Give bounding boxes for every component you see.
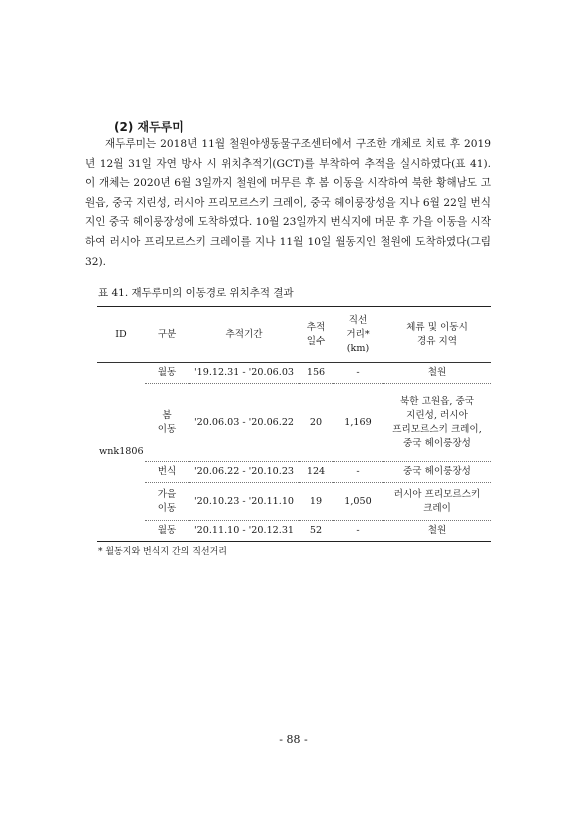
period-cell: '20.06.22 - '20.10.23 <box>189 462 299 483</box>
days-cell: 124 <box>299 462 333 483</box>
route-cell: 북한 고원읍, 중국 지린성, 러시아 프리모르스키 크레이, 중국 헤이룽장성 <box>383 384 491 462</box>
type-cell: 월동 <box>145 521 189 542</box>
days-cell: 156 <box>299 363 333 384</box>
distance-cell: - <box>333 462 383 483</box>
days-cell: 19 <box>299 483 333 521</box>
period-cell: '19.12.31 - '20.06.03 <box>189 363 299 384</box>
type-cell: 번식 <box>145 462 189 483</box>
type-cell: 월동 <box>145 363 189 384</box>
header-route: 체류 및 이동시 경유 지역 <box>383 307 491 363</box>
route-cell: 러시아 프리모르스키 크레이 <box>383 483 491 521</box>
days-cell: 20 <box>299 384 333 462</box>
table-header-row <box>97 307 491 363</box>
id-cell: wnk1806 <box>97 363 145 542</box>
header-id: ID <box>97 307 145 363</box>
page-number: - 88 - <box>279 733 308 746</box>
route-cell: 중국 헤이룽장성 <box>383 462 491 483</box>
table-row <box>97 384 491 462</box>
table-row <box>97 462 491 483</box>
type-cell: 봄 이동 <box>145 384 189 462</box>
header-period: 추적기간 <box>189 307 299 363</box>
days-cell: 52 <box>299 521 333 542</box>
section-heading: (2) 재두루미 <box>114 120 184 134</box>
distance-cell: - <box>333 521 383 542</box>
tracking-table <box>97 306 491 542</box>
table-caption: 표 41. 재두루미의 이동경로 위치추적 결과 <box>98 287 294 299</box>
table-footnote: * 월동지와 번식지 간의 직선거리 <box>98 547 227 557</box>
body-paragraph: 재두루미는 2018년 11월 철원야생동물구조센터에서 구조한 개체로 치료 후 2019년 12월 31일 자연 방사 시 위치추적기(GCT)를 부착하여 추적을 실시하였다(표 41). 이 개체는 2020년 6월 3일까지 철원에 머무른 후 봄 이동을 시작하여 북한 황해남도 고원읍, 중국 지린성, 러시아 프리모르스키 크레이, 중국 헤이룽장성을 지나 6월 22일 번식지인 중국 헤이룽장성에 도착하였다. 10월 23일까지 번식지에 머문 후 가을 이동을 시작하여 러시아 프리모르스키 크레이를 지나 11월 10일 월동지인 철원에 도착하였다(그림 32). <box>85 138 491 268</box>
distance-cell: - <box>333 363 383 384</box>
header-type: 구분 <box>145 307 189 363</box>
period-cell: '20.06.03 - '20.06.22 <box>189 384 299 462</box>
header-days: 추적 일수 <box>299 307 333 363</box>
type-cell: 가을 이동 <box>145 483 189 521</box>
table-row <box>97 521 491 542</box>
table-row <box>97 363 491 384</box>
period-cell: '20.10.23 - '20.11.10 <box>189 483 299 521</box>
distance-cell: 1,169 <box>333 384 383 462</box>
route-cell: 철원 <box>383 521 491 542</box>
table-row <box>97 483 491 521</box>
distance-cell: 1,050 <box>333 483 383 521</box>
period-cell: '20.11.10 - '20.12.31 <box>189 521 299 542</box>
header-distance: 직선 거리* (km) <box>333 307 383 363</box>
route-cell: 철원 <box>383 363 491 384</box>
